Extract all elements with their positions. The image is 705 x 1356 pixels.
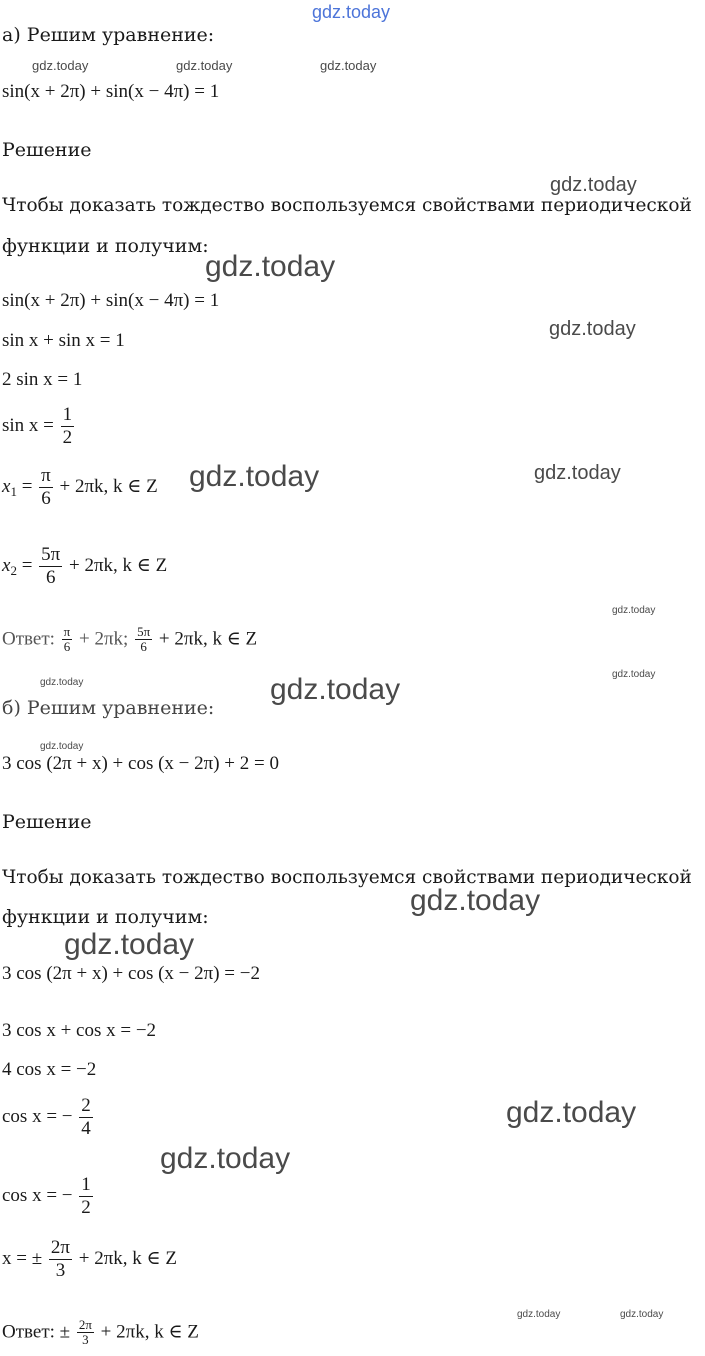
- part-a-intro-line2: функции и получим:: [2, 235, 209, 257]
- part-b-x: [2, 1238, 177, 1282]
- part-b-step4-lhs: cos x = −: [2, 1106, 73, 1128]
- watermark: gdz.today: [612, 669, 656, 680]
- watermark: gdz.today: [506, 1096, 637, 1129]
- fraction-numerator: 2π: [78, 1317, 92, 1332]
- variable-x: x: [2, 476, 11, 498]
- watermark: gdz.today: [550, 174, 637, 196]
- answer-label: Ответ: ±: [2, 1321, 71, 1343]
- part-a-heading: а) Решим уравнение:: [2, 24, 215, 46]
- part-b-step4: [2, 1096, 95, 1140]
- part-a-x2-fraction: [39, 545, 62, 589]
- part-b-heading: б) Решим уравнение:: [2, 697, 215, 719]
- fraction-denominator: 4: [81, 1117, 91, 1139]
- watermark: gdz.today: [64, 928, 195, 961]
- part-a-answer-mid: + 2πk;: [78, 628, 129, 650]
- part-a-step4-fraction: [61, 405, 75, 449]
- watermark-top: gdz.today: [312, 2, 391, 22]
- fraction-numerator: 5π: [137, 624, 151, 639]
- watermark: gdz.today: [189, 460, 320, 493]
- part-b-x-lhs: x = ±: [2, 1248, 43, 1270]
- fraction-numerator: 2π: [50, 1237, 70, 1258]
- part-b-x-fraction: [49, 1238, 72, 1282]
- watermark: gdz.today: [320, 58, 377, 73]
- part-a-x2-rhs: + 2πk, k ∈ Z: [69, 555, 168, 577]
- part-b-intro-line2: функции и получим:: [2, 906, 209, 928]
- part-b-step2: 3 cos x + cos x = −2: [2, 1020, 157, 1041]
- part-a-step1: sin(x + 2π) + sin(x − 4π) = 1: [2, 290, 220, 311]
- answer-label: Ответ:: [2, 628, 55, 650]
- part-b-step1: 3 cos (2π + x) + cos (x − 2π) = −2: [2, 963, 260, 984]
- watermark: gdz.today: [620, 1309, 664, 1320]
- part-a-x1-fraction: [39, 466, 53, 510]
- fraction-numerator: π: [41, 465, 51, 486]
- watermark: gdz.today: [517, 1309, 561, 1320]
- part-a-answer-fraction1: [62, 625, 73, 655]
- part-b-equation: 3 cos (2π + x) + cos (x − 2π) + 2 = 0: [2, 753, 279, 774]
- fraction-numerator: 1: [62, 404, 73, 425]
- watermark: gdz.today: [534, 462, 621, 484]
- part-a-intro-line1: Чтобы доказать тождество воспользуемся свойствами периодической: [2, 195, 692, 216]
- subscript: 2: [10, 563, 17, 579]
- fraction-denominator: 6: [41, 487, 51, 509]
- part-a-step3: 2 sin x = 1: [2, 369, 83, 390]
- watermark: gdz.today: [160, 1142, 291, 1175]
- watermark: gdz.today: [612, 605, 656, 616]
- part-a-step4: [2, 405, 76, 449]
- fraction-denominator: 3: [55, 1259, 66, 1281]
- equals-sign: =: [16, 555, 33, 577]
- subscript: 1: [10, 484, 17, 500]
- part-a-x1: [2, 466, 158, 510]
- fraction-numerator: 2: [81, 1095, 91, 1116]
- part-a-x1-rhs: + 2πk, k ∈ Z: [59, 476, 158, 498]
- fraction-denominator: 2: [81, 1196, 91, 1218]
- part-b-step5: [2, 1175, 95, 1219]
- part-a-answer-fraction2: [135, 625, 152, 655]
- part-a-step4-lhs: sin x =: [2, 415, 54, 437]
- watermark: gdz.today: [270, 673, 401, 706]
- variable-x: x: [2, 555, 11, 577]
- watermark: gdz.today: [410, 884, 541, 917]
- watermark: gdz.today: [205, 250, 336, 283]
- fraction-denominator: 3: [82, 1332, 89, 1348]
- watermark: gdz.today: [40, 741, 84, 752]
- part-b-answer-end: + 2πk, k ∈ Z: [100, 1321, 199, 1343]
- part-b-x-rhs: + 2πk, k ∈ Z: [78, 1248, 177, 1270]
- fraction-numerator: 1: [81, 1174, 91, 1195]
- part-a-answer: [2, 625, 257, 655]
- fraction-denominator: 6: [45, 566, 56, 588]
- part-a-equation: sin(x + 2π) + sin(x − 4π) = 1: [2, 81, 220, 102]
- part-b-answer-fraction: [77, 1318, 94, 1348]
- part-a-x2: [2, 545, 167, 589]
- fraction-denominator: 2: [62, 426, 73, 448]
- equals-sign: =: [16, 476, 33, 498]
- watermark: gdz.today: [32, 58, 89, 73]
- part-a-answer-end: + 2πk, k ∈ Z: [158, 628, 258, 650]
- part-b-solution-label: Решение: [2, 811, 92, 833]
- fraction-numerator: 5π: [41, 544, 61, 565]
- watermark: gdz.today: [549, 318, 636, 340]
- fraction-numerator: π: [63, 624, 71, 639]
- part-b-step3: 4 cos x = −2: [2, 1059, 97, 1080]
- part-a-step2: sin x + sin x = 1: [2, 330, 125, 351]
- watermark: gdz.today: [40, 677, 84, 688]
- fraction-denominator: 6: [63, 639, 71, 655]
- fraction-denominator: 6: [140, 639, 147, 655]
- part-b-step5-fraction: [79, 1175, 93, 1219]
- part-a-solution-label: Решение: [2, 139, 92, 161]
- watermark: gdz.today: [176, 58, 233, 73]
- part-b-step5-lhs: cos x = −: [2, 1185, 73, 1207]
- part-b-intro-line1: Чтобы доказать тождество воспользуемся свойствами периодической: [2, 867, 692, 888]
- part-b-step4-fraction: [79, 1096, 93, 1140]
- part-b-answer: [2, 1318, 199, 1348]
